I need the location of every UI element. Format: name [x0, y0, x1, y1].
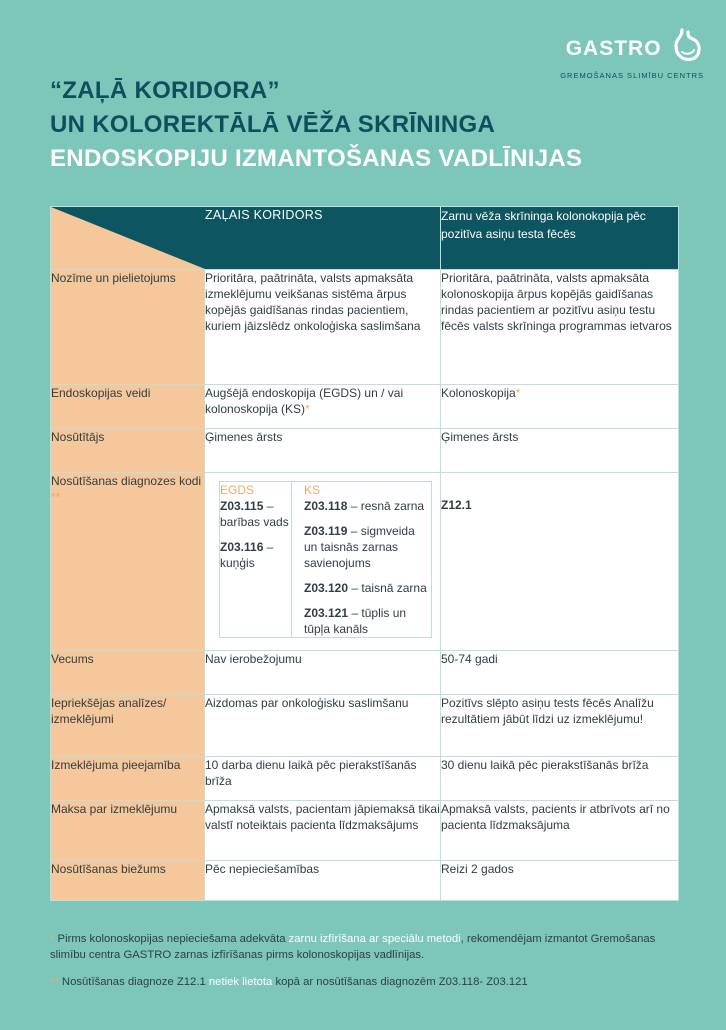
cell-green-corridor: 10 darba dienu laikā pēc pierakstīšanās brīža — [205, 757, 441, 801]
row-label: Vecums — [51, 651, 205, 695]
egds-heading: EGDS — [220, 483, 255, 497]
table-row — [51, 695, 679, 757]
row-label: Nozīme un pielietojums — [51, 270, 205, 385]
footnote-1 — [50, 932, 690, 963]
table-header-row — [51, 207, 679, 270]
footnote-text: Nosūtīšanas diagnoze Z12.1 — [58, 976, 209, 988]
code-item — [304, 523, 431, 571]
row-label: Nosūtīšanas biežums — [51, 861, 205, 901]
stomach-icon — [670, 28, 704, 69]
code-item — [220, 498, 291, 530]
cell-text: Kolonoskopija — [441, 386, 516, 400]
footnote-marker: * — [50, 933, 55, 945]
code: Z03.119 — [304, 524, 348, 538]
cell-green-corridor: Prioritāra, paātrināta, valsts apmaksāta izmeklējumu veikšanas sistēma ārpus kopējās gaidīšanas rindas pacientiem, kuriem jāizslēdz onkoloģiska saslimšana — [205, 270, 441, 385]
code-item — [220, 539, 291, 571]
header-screening: Zarnu vēža skrīninga kolonokopija pēc pozitīva asiņu testa fēcēs — [441, 207, 679, 270]
code-desc: – kuņģis — [220, 540, 274, 570]
gastro-logo — [560, 28, 704, 80]
footnote-marker: ** — [50, 976, 59, 988]
logo-wordmark: GASTRO — [565, 36, 662, 60]
cell-screening: Prioritāra, paātrināta, valsts apmaksāta kolonoskopija ārpus kopējās gaidīšanas rindas pacientiem ar pozitīvu asiņu testu fēcēs valsts skrīninga programmas ietvaros — [441, 270, 679, 385]
table-row — [51, 429, 679, 473]
page-title — [50, 74, 582, 176]
code-desc: – tūplis un tūpļa kanāls — [304, 606, 407, 636]
code-desc: – resnā zarna — [347, 499, 425, 513]
cell-green-corridor: Apmaksā valsts, pacientam jāpiemaksā tikai valstī noteiktais pacienta līdzmaksājums — [205, 801, 441, 861]
cell-screening: 30 dienu laikā pēc pierakstīšanās brīža — [441, 757, 679, 801]
footnotes — [50, 932, 690, 1003]
corner-triangle — [51, 207, 205, 269]
code-item — [304, 605, 431, 637]
table-row — [51, 385, 679, 429]
code: Z03.115 — [220, 499, 264, 513]
cell-screening: Reizi 2 gados — [441, 861, 679, 901]
table-row — [51, 757, 679, 801]
row-label: Iepriekšējas analīzes/ izmeklējumi — [51, 695, 205, 757]
header-green-corridor: ZAĻAIS KORIDORS — [205, 207, 441, 270]
cell-screening: 50-74 gadi — [441, 651, 679, 695]
title-line-2: UN KOLOREKTĀLĀ VĒŽA SKRĪNINGA — [50, 111, 496, 138]
table-row — [51, 861, 679, 901]
logo-subtitle: GREMOŠANAS SLIMĪBU CENTRS — [560, 71, 704, 80]
code-item — [304, 580, 431, 596]
ks-column — [292, 482, 432, 638]
cell-text: Augšējā endoskopija (EGDS) un / vai kolonoskopija (KS) — [205, 386, 404, 416]
row-label — [51, 473, 205, 651]
cell-green-corridor: Nav ierobežojumu — [205, 651, 441, 695]
codes-subtable — [219, 481, 432, 638]
label-text: Nosūtīšanas diagnozes kodi — [51, 474, 202, 488]
row-label: Izmeklējuma pieejamība — [51, 757, 205, 801]
code: Z12.1 — [441, 498, 472, 512]
cell-screening — [441, 473, 679, 651]
code: Z03.116 — [220, 540, 264, 554]
title-line-1: “ZAĻĀ KORIDORA” — [50, 77, 280, 104]
cell-screening: Apmaksā valsts, pacients ir atbrīvots arī no pacienta līdzmaksājuma — [441, 801, 679, 861]
title-line-3: ENDOSKOPIJU IZMANTOŠANAS VADLĪNIJAS — [50, 145, 583, 172]
bowel-prep-link[interactable]: zarnu izfīrīšana ar speciālu metodi — [288, 933, 461, 945]
header-corner — [51, 207, 205, 270]
footnote-marker: * — [305, 402, 310, 416]
cell-green-corridor — [205, 385, 441, 429]
table-row — [51, 651, 679, 695]
footnote-marker: ** — [51, 490, 61, 504]
footnote-2 — [50, 975, 690, 991]
table-row — [51, 270, 679, 385]
footnote-text: kopā ar nosūtīšanas diagnozēm Z03.118- Z03.121 — [272, 976, 528, 988]
row-label: Endoskopijas veidi — [51, 385, 205, 429]
footnote-highlight: netiek lietota — [208, 976, 273, 988]
row-label: Nosūtītājs — [51, 429, 205, 473]
code: Z03.120 — [304, 581, 349, 595]
cell-diagnosis-codes — [205, 473, 441, 651]
code-desc: – taisnā zarna — [348, 581, 427, 595]
code-item — [304, 498, 431, 514]
footnote-text: Pirms kolonoskopijas nepieciešama adekvāta — [54, 933, 289, 945]
footnote-text: , rekomendējam izmantot Gremošanas slimību centra GASTRO zarnas izfīrīšanas pirms kolonoskopijas vadlīnijas. — [50, 933, 656, 961]
cell-screening: Pozitīvs slēpto asiņu tests fēcēs Analīžu rezultātiem jābūt līdzi uz izmeklējumu! — [441, 695, 679, 757]
code: Z03.121 — [304, 606, 349, 620]
ks-heading: KS — [304, 483, 321, 497]
table-row — [51, 473, 679, 651]
egds-column — [220, 482, 292, 638]
cell-green-corridor: Pēc nepieciešamības — [205, 861, 441, 901]
row-label: Maksa par izmeklējumu — [51, 801, 205, 861]
table-row — [51, 801, 679, 861]
footnote-marker: * — [515, 386, 521, 400]
code-desc: – barības vads — [220, 499, 289, 529]
cell-green-corridor: Ģimenes ārsts — [205, 429, 441, 473]
code: Z03.118 — [304, 499, 348, 513]
code-desc: – sigmveida un taisnās zarnas savienojums — [304, 524, 415, 570]
cell-screening: Ģimenes ārsts — [441, 429, 679, 473]
guidelines-table — [50, 206, 679, 901]
cell-screening — [441, 385, 679, 429]
cell-green-corridor: Aizdomas par onkoloģisku saslimšanu — [205, 695, 441, 757]
